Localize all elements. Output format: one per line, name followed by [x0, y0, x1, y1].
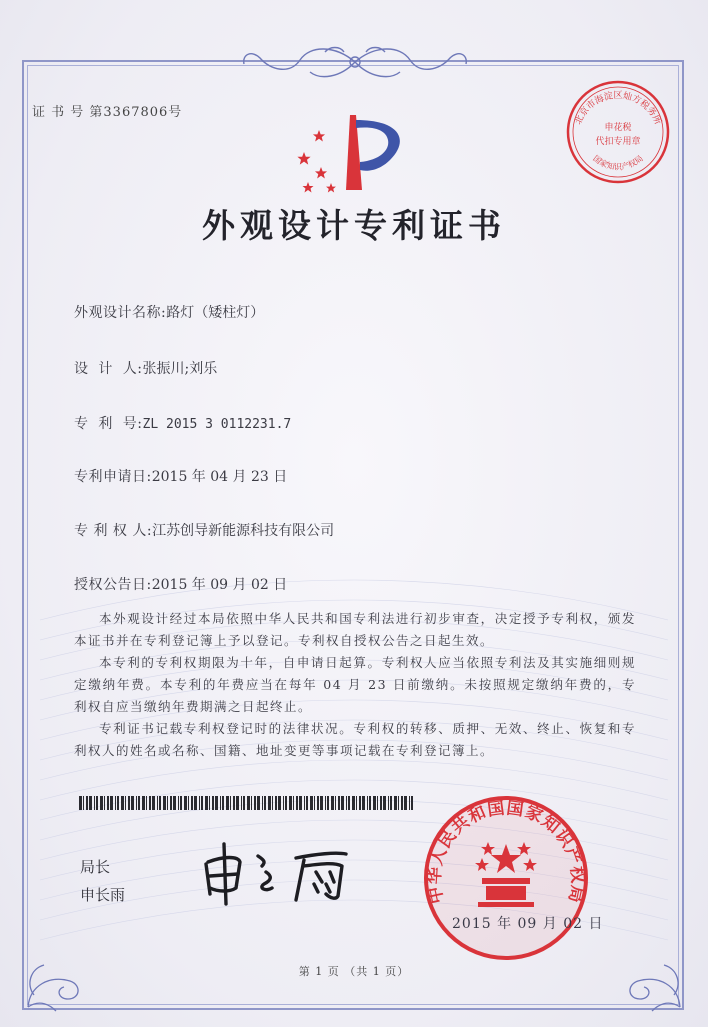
field-designers [74, 358, 217, 378]
field-label: 专 利 号: [74, 416, 143, 432]
official-seal [420, 792, 592, 964]
field-announcement-date [74, 574, 287, 594]
agent-seal-inner-1: 申花税 [604, 123, 632, 133]
sipo-logo-icon [290, 110, 420, 195]
document-title: 外观设计专利证书 [202, 206, 506, 245]
paragraph: 专利证书记载专利权登记时的法律状况。专利权的转移、质押、无效、终止、恢复和专利权人的姓名或名称、国籍、地址变更等事项记载在专利登记簿上。 [74, 721, 636, 758]
director-title: 局长 [80, 858, 111, 876]
page-indicator: 第 1 页 （共 1 页） [298, 965, 410, 978]
paragraph: 本专利的专利权期限为十年，自申请日起算。专利权人应当依照专利法及其实施细则规定缴纳年费。本专利的年费应当在每年 04 月 23 日前缴纳。未按照规定缴纳年费的，专利权自应当缴纳年费期满之日起终止。 [74, 655, 636, 714]
field-label: 专利申请日: [74, 469, 152, 485]
official-seal-text: 中华人民共和国国家知识产权局 [424, 798, 588, 906]
barcode [79, 796, 419, 810]
field-label: 外观设计名称: [74, 305, 167, 321]
field-value: 江苏创导新能源科技有限公司 [152, 523, 335, 539]
agent-seal-text: 北京市海淀区灿方税务所 [573, 91, 663, 127]
field-patentee [74, 520, 334, 540]
certificate-body [74, 608, 636, 762]
field-application-date [74, 466, 287, 486]
seal-date: 2015 年 09 月 02 日 [452, 916, 604, 932]
paragraph: 本外观设计经过本局依照中华人民共和国专利法进行初步审查，决定授予专利权，颁发本证书并在专利登记簿上予以登记。专利权自授权公告之日起生效。 [74, 611, 636, 648]
field-patent-number [74, 413, 291, 433]
director-signature [196, 836, 366, 906]
field-label: 授权公告日: [74, 577, 152, 593]
field-value: 2015 年 04 月 23 日 [151, 469, 288, 485]
field-value: 2015 年 09 月 02 日 [151, 577, 288, 593]
field-value: 张振川;刘乐 [142, 361, 218, 377]
field-label: 设 计 人: [74, 361, 143, 377]
field-label: 专 利 权 人: [74, 523, 153, 539]
director-name: 申长雨 [80, 886, 126, 904]
field-design-name [74, 302, 264, 322]
certificate-number: 证 书 号 第3367806号 [32, 105, 183, 120]
field-value: 路灯（矮柱灯） [166, 305, 265, 321]
svg-text:国家知识产权局 [591, 154, 644, 172]
agent-seal-inner-2: 代扣专用章 [595, 137, 641, 147]
field-value: ZL 2015 3 0112231.7 [142, 417, 292, 432]
top-ornament [240, 40, 470, 85]
agent-seal-bottom: 国家知识产权局 [591, 153, 645, 172]
agent-seal [562, 76, 674, 188]
